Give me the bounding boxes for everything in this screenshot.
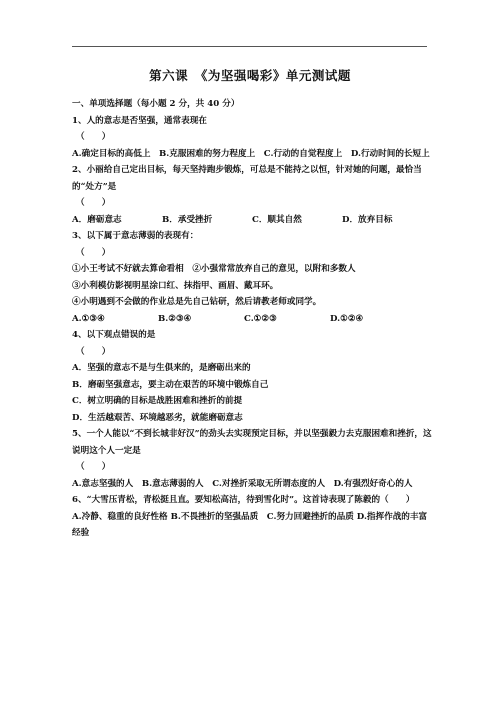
options-line: A.确定目标的高低上 B.克服困难的努力程度上 C.行动的自觉程度上 D.行动时间的长短上 [72,148,430,159]
answer-paren: （ ） [76,132,111,142]
option-d: D．放弃目标 [342,214,393,225]
option-c: C．树立明确的目标是战胜困难和挫折的前提 [72,396,243,406]
option-c: C．顺其自然 [252,214,302,225]
question-1 [72,113,432,163]
question-5 [72,426,432,492]
option-c: C.①②③ [244,313,277,324]
section-heading: 一、单项选择题（每小题 2 分，共 40 分） [72,99,240,109]
option-b: B．磨砺坚强意志，要主动在艰苦的环境中锻炼自己 [72,379,269,390]
answer-paren: （ ） [76,346,111,357]
answer-paren: （ ） [76,462,111,472]
question-stem: 6、“大雪压青松，青松挺且直。要知松高洁，待到雪化时”。这首诗表现了陈毅的（ ） [72,495,415,505]
options-line: A.意志坚强的人 B.意志薄弱的人 C.对挫折采取无所谓态度的人 D.有强烈好奇心的人 [72,478,413,489]
header-rule [72,46,427,47]
page-title: 第六课 《为坚强喝彩》单元测试题 [149,68,351,83]
statement-item: ④小明遇到不会做的作业总是先自己钻研，然后请教老师或同学。 [72,297,322,307]
option-a: A.①③④ [72,313,105,324]
question-4 [72,327,432,426]
question-2 [72,162,432,228]
options-row [72,212,432,229]
option-a: A．坚强的意志不是与生俱来的，是磨砺出来的 [72,363,251,373]
question-stem: 5、一个人能以“不到长城非好汉”的劲头去实现预定目标，并以坚强毅力去克服困难和挫折，这说明这个人一定是 [72,429,432,456]
answer-paren: （ ） [76,198,111,208]
options-row [72,311,432,328]
option-d: D.①②④ [330,313,364,324]
question-stem: 2、小丽给自己定出目标，每天坚持跑步锻炼，可总是不能持之以恒，针对她的问题，最恰当的“处方”是 [72,165,422,192]
question-stem: 4、以下观点错误的是 [72,330,156,340]
statement-item: ①小王考试不好就去算命看相 ②小强常常放弃自己的意见，以附和多数人 [72,264,356,274]
option-b: B．承受挫折 [162,214,213,225]
option-b: B.②③④ [158,313,192,324]
question-3 [72,228,432,327]
exam-body [72,96,432,542]
question-6 [72,492,432,542]
options-line: A.冷静、稳重的良好性格 B.不畏挫折的坚强品质 C.努力回避挫折的品质 D.指挥作战的丰富经验 [72,511,428,538]
answer-paren: （ ） [76,247,111,258]
option-a: A．磨砺意志 [72,214,122,225]
statement-item: ③小利模仿影视明星涂口红、抹指甲、画眉、戴耳环。 [72,280,279,291]
question-stem: 1、人的意志是否坚强，通常表现在 [72,115,207,126]
question-stem: 3、以下属于意志薄弱的表现有： [72,231,199,241]
option-d: D．生活越艰苦、环境越恶劣，就能磨砺意志 [72,412,243,423]
